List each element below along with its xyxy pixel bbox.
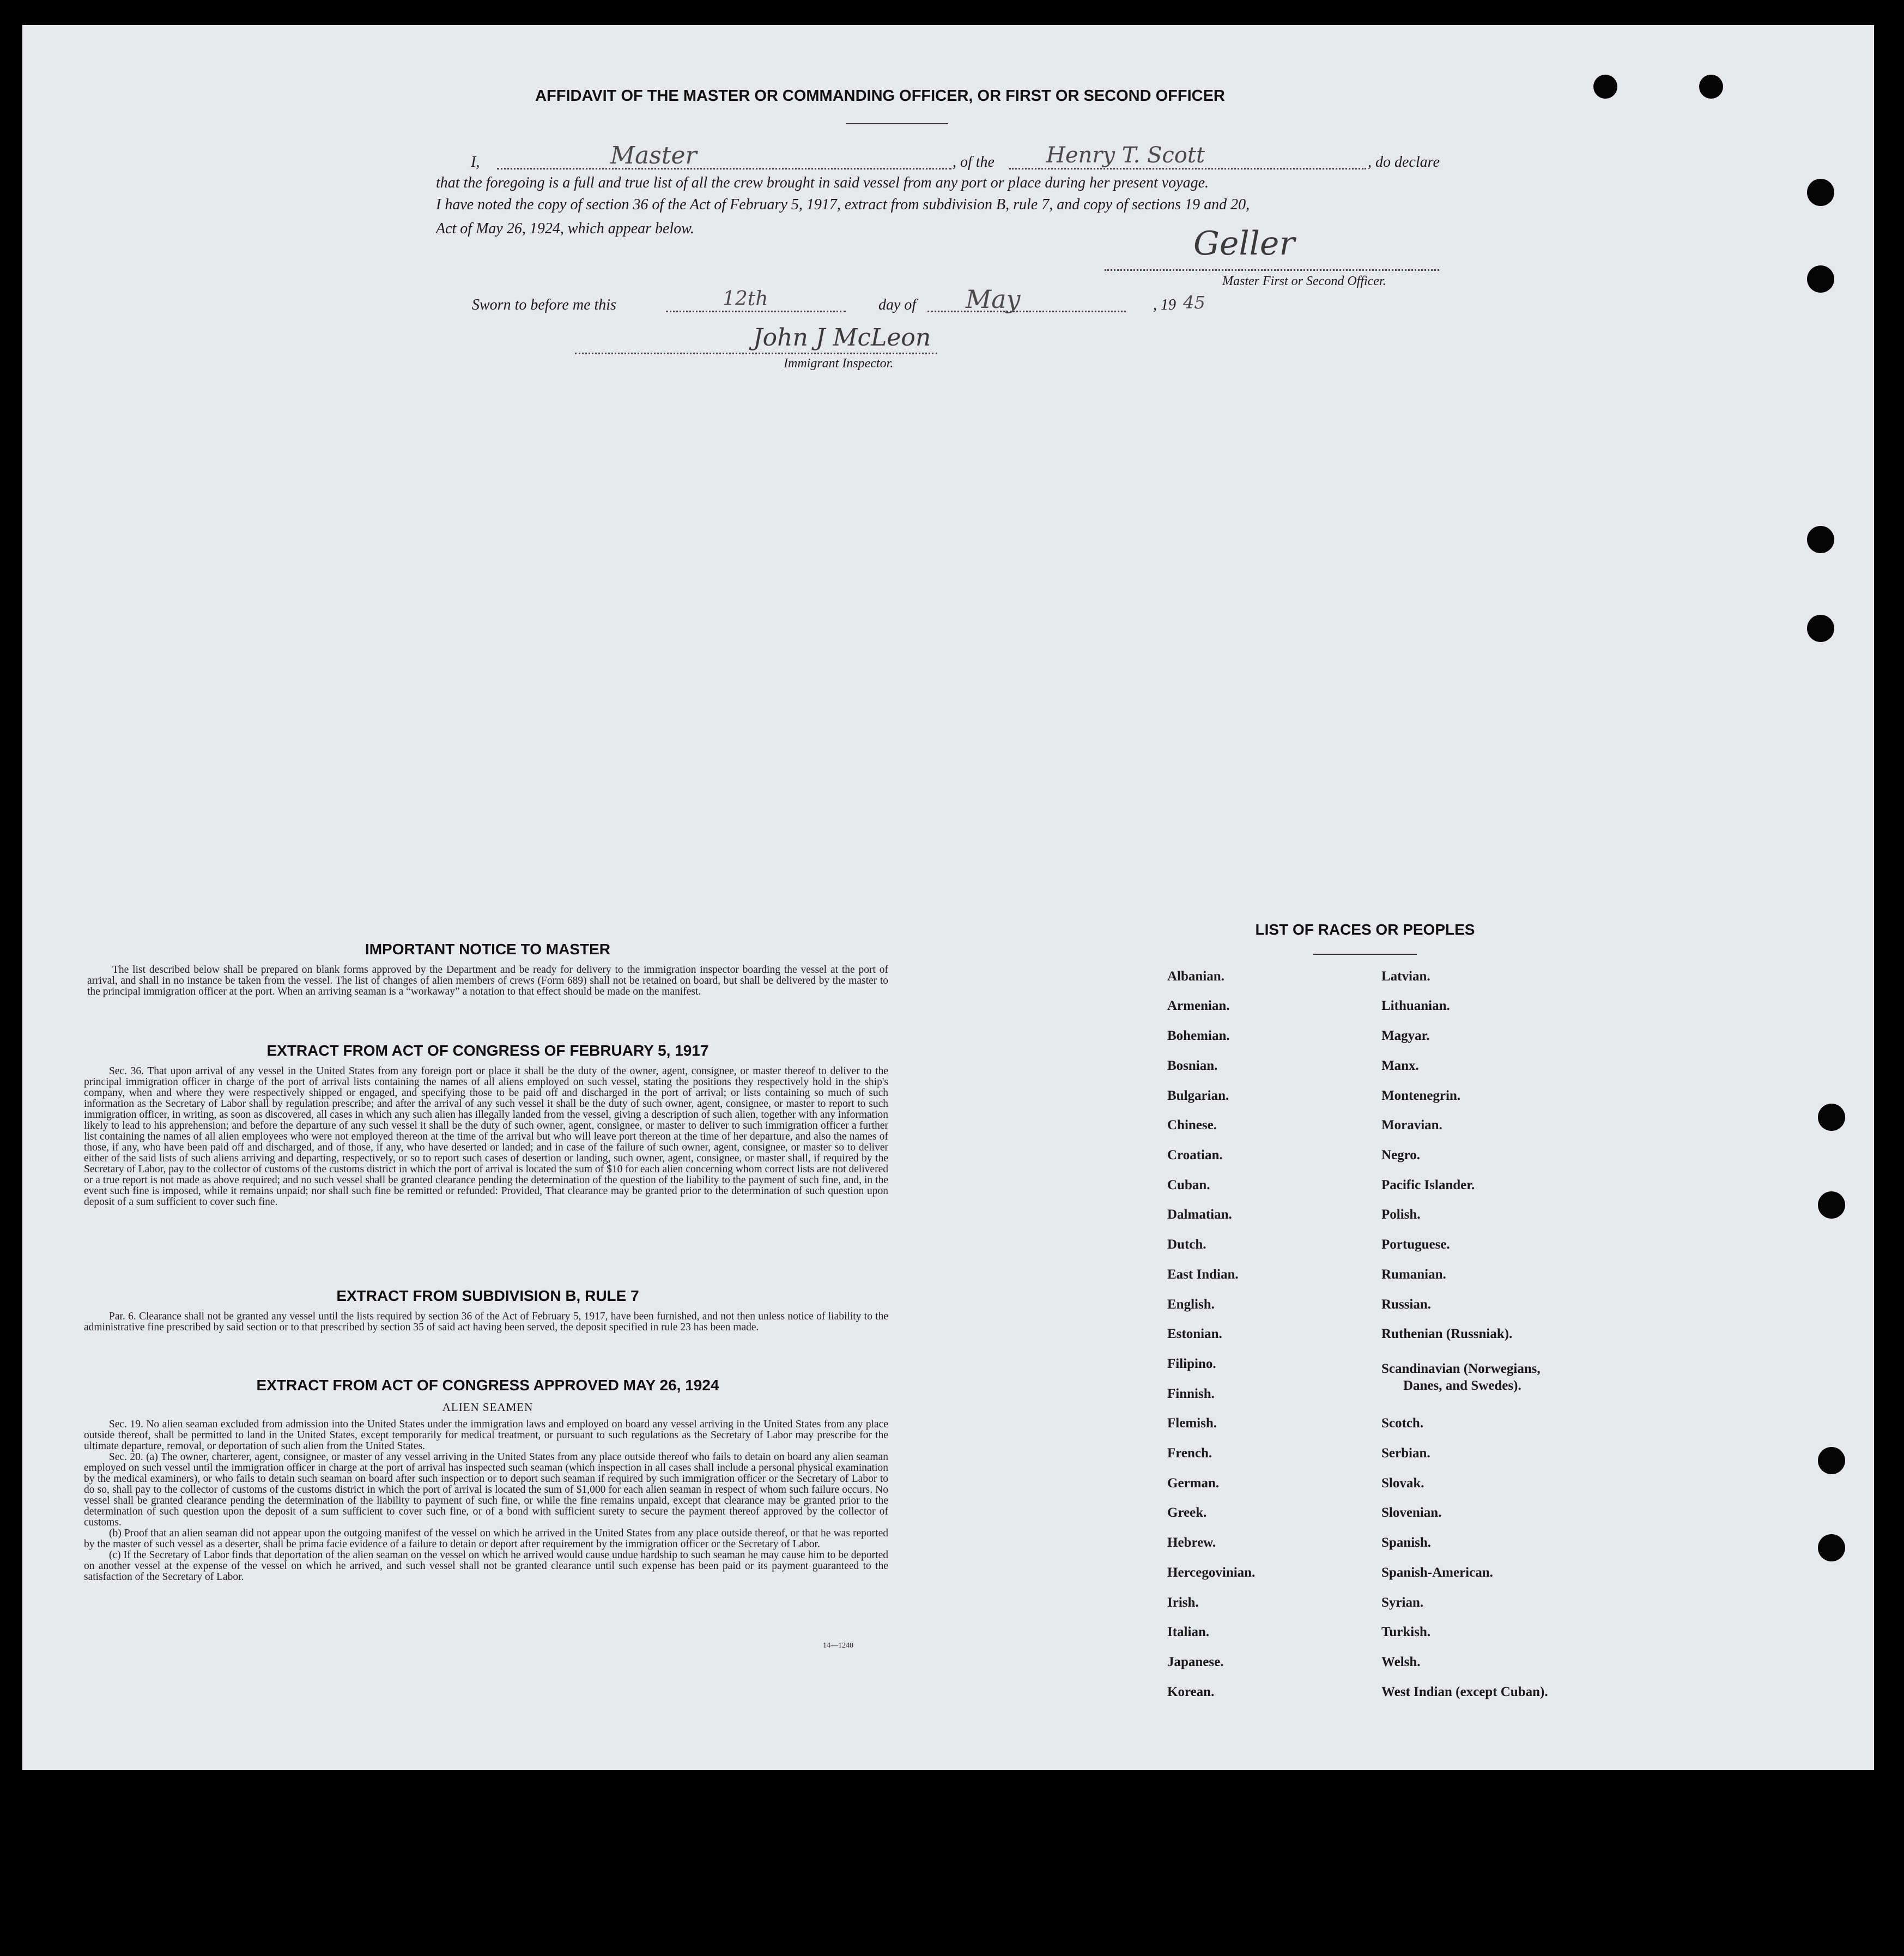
form-number: 14—1240 [823, 1642, 853, 1650]
notice-title: IMPORTANT NOTICE TO MASTER [365, 941, 611, 958]
race-item: Scandinavian (Norwegians, [1381, 1361, 1541, 1376]
affidavit-line3: I have noted the copy of section 36 of the Act of February 5, 1917, extract from subdivision B, rule 7, and copy of sections 19 and 20, [436, 196, 1250, 213]
vessel-value: Henry T. Scott [1046, 143, 1205, 168]
year-prefix: , 19 [1153, 296, 1176, 313]
of-the-label: , of the [953, 154, 995, 171]
race-item: Finnish. [1167, 1386, 1215, 1401]
punch-hole [1807, 615, 1834, 642]
race-item: Turkish. [1381, 1625, 1431, 1639]
race-item: Croatian. [1167, 1148, 1223, 1162]
race-item: Syrian. [1381, 1595, 1424, 1610]
inspector-signature-line [575, 353, 937, 354]
punch-hole [1807, 526, 1834, 553]
race-item: Slovenian. [1381, 1505, 1442, 1520]
master-signature: Geller [1193, 225, 1295, 263]
race-item: Dutch. [1167, 1237, 1206, 1252]
section-19-paragraph: Sec. 19. No alien seaman excluded from admission into the United States under the immigration laws and employed on board any vessel arriving in the United States from any place outside thereof, shall be permitted to land in the United States, except temporarily for medical treatment, or pursuant to such regulations as the Secretary of Labor may prescribe for the ultimate departure, removal, or deportation of such alien from the United States. [84, 1419, 888, 1452]
section-20b-paragraph: (b) Proof that an alien seaman did not appear upon the outgoing manifest of the vessel on which he arrived in the United States from any place outside thereof, or that he was reported by the master of such vessel as a deserter, shall be prima facie evidence of a failure to detain or deport after requirement by the immigration officer or the Secretary of Labor. [84, 1528, 888, 1550]
par-6-paragraph: Par. 6. Clearance shall not be granted any vessel until the lists required by section 36 of the Act of February 5, 1917, have been furnished, and not then unless notice of liability to the administrative fine prescribed by said section or to that prescribed by section 35 of said act having been served, the deposit specified in rule 23 has been made. [84, 1311, 888, 1333]
master-signature-caption: Master First or Second Officer. [1222, 274, 1386, 288]
day-of-label: day of [878, 296, 917, 313]
extract-1924-title: EXTRACT FROM ACT OF CONGRESS APPROVED MAY 26, 1924 [256, 1377, 719, 1394]
races-title: LIST OF RACES OR PEOPLES [1255, 921, 1475, 938]
race-item: Danes, and Swedes). [1403, 1378, 1521, 1393]
race-item: Hercegovinian. [1167, 1565, 1256, 1580]
race-item: Rumanian. [1381, 1267, 1446, 1282]
race-item: Portuguese. [1381, 1237, 1450, 1252]
punch-hole [1818, 1104, 1845, 1131]
race-item: Chinese. [1167, 1118, 1217, 1133]
race-item: West Indian (except Cuban). [1381, 1685, 1548, 1699]
section-20c-paragraph: (c) If the Secretary of Labor finds that deportation of the alien seaman on the vessel on which he arrived would cause undue hardship to such seaman he may cause him to be deported on another vessel at the expense of the vessel on which he arrived, and such vessel shall not be granted clearance until such expense has been paid or its payment guaranteed to the satisfaction of the Secretary of Labor. [84, 1549, 888, 1583]
race-item: Japanese. [1167, 1655, 1224, 1669]
race-item: Greek. [1167, 1505, 1207, 1520]
inspector-signature: John J McLeon [753, 324, 931, 352]
race-item: Irish. [1167, 1595, 1199, 1610]
race-item: Scotch. [1381, 1416, 1424, 1431]
punch-hole [1593, 75, 1617, 99]
section-20a-paragraph: Sec. 20. (a) The owner, charterer, agent, consignee, or master of any vessel arriving in the United States from any place outside thereof who fails to detain on board any alien seaman employed on such vessel until the immigration officer in charge at the port of arrival has inspected such seaman (which inspection in all cases shall include a personal physical examination by the medical examiners), or who fails to detain such seaman on board after such inspection or to deport such seaman if required by such immigration officer or the Secretary of Labor to do so, shall pay to the collector of customs of the customs district in which the port of arrival is located the sum of $1,000 for each alien seaman in respect of whom such failure occurs. No vessel shall be granted clearance pending the determination of the liability to payment of such fine, or while the fine remains unpaid, except that clearance may be granted prior to the determination of such question upon the deposit of a sum sufficient to cover such fine, or of a bond with sufficient surety to secure the payment thereof approved by the collector of customs. [84, 1451, 888, 1528]
race-item: Cuban. [1167, 1178, 1210, 1192]
race-item: Russian. [1381, 1297, 1432, 1312]
race-item: Italian. [1167, 1625, 1210, 1639]
race-item: French. [1167, 1446, 1212, 1461]
notice-body [87, 965, 888, 997]
race-item: Albanian. [1167, 969, 1224, 984]
race-item: English. [1167, 1297, 1215, 1312]
race-item: Slovak. [1381, 1476, 1424, 1491]
rule-7-title: EXTRACT FROM SUBDIVISION B, RULE 7 [336, 1287, 639, 1304]
sworn-line [472, 284, 1235, 322]
affidavit-line4: Act of May 26, 1924, which appear below. [436, 220, 694, 237]
race-item: Magyar. [1381, 1028, 1430, 1043]
race-item: Polish. [1381, 1207, 1421, 1222]
race-item: Armenian. [1167, 998, 1230, 1013]
day-value: 12th [723, 288, 768, 310]
race-item: Bohemian. [1167, 1028, 1230, 1043]
race-item: Estonian. [1167, 1327, 1222, 1341]
month-field-line [927, 311, 1126, 312]
race-item: Bulgarian. [1167, 1088, 1229, 1103]
extract-1917-body [84, 1066, 888, 1208]
extract-1924-body [84, 1419, 888, 1583]
race-item: Flemish. [1167, 1416, 1217, 1431]
affidavit-title: AFFIDAVIT OF THE MASTER OR COMMANDING OFFICER, OR FIRST OR SECOND OFFICER [535, 87, 1225, 105]
punch-hole [1807, 265, 1834, 293]
race-item: Dalmatian. [1167, 1207, 1232, 1222]
vessel-field-line [1009, 168, 1366, 169]
race-item: Manx. [1381, 1058, 1419, 1073]
race-item: Latvian. [1381, 969, 1430, 984]
inspector-caption: Immigrant Inspector. [784, 356, 894, 371]
affidavit-line2: that the foregoing is a full and true list of all the crew brought in said vessel from any port or place during her present voyage. [436, 174, 1209, 191]
race-item: Montenegrin. [1381, 1088, 1461, 1103]
punch-hole [1818, 1534, 1845, 1561]
punch-hole [1699, 75, 1723, 99]
races-title-underline [1313, 954, 1417, 955]
race-item: Pacific Islander. [1381, 1178, 1475, 1192]
rule-7-body [84, 1311, 888, 1333]
race-item: Korean. [1167, 1685, 1215, 1699]
title-underline [846, 123, 948, 124]
race-item: Moravian. [1381, 1118, 1442, 1133]
punch-hole [1807, 179, 1834, 206]
extract-1917-title: EXTRACT FROM ACT OF CONGRESS OF FEBRUARY 5, 1917 [266, 1042, 709, 1059]
master-signature-line [1105, 269, 1439, 271]
year-value: 45 [1183, 292, 1205, 313]
race-item: Filipino. [1167, 1357, 1216, 1371]
punch-hole [1818, 1191, 1845, 1219]
race-item: Spanish. [1381, 1535, 1432, 1550]
race-item: Spanish-American. [1381, 1565, 1493, 1580]
race-item: Ruthenian (Russniak). [1381, 1327, 1513, 1341]
declarant-prefix: I, [471, 154, 480, 171]
race-item: Bosnian. [1167, 1058, 1218, 1073]
race-item: Negro. [1381, 1148, 1421, 1162]
race-item: Lithuanian. [1381, 998, 1450, 1013]
race-item: East Indian. [1167, 1267, 1239, 1282]
alien-seamen-subtitle: ALIEN SEAMEN [442, 1401, 533, 1414]
race-item: Serbian. [1381, 1446, 1430, 1461]
section-36-paragraph: Sec. 36. That upon arrival of any vessel in the United States from any foreign port or place it shall be the duty of the owner, agent, consignee, or master thereof to deliver to the principal immigration officer in charge of the port of arrival lists containing the names of all aliens employed on such vessel, stating the positions they respectively hold in the ship's company, when and where they were respectively shipped or engaged, and specifying those to be paid off and discharged in the port of arrival; or lists containing so much of such information as the Secretary of Labor shall by regulation prescribe; and after the arrival of any such vessel it shall be the duty of such owner, agent, consignee, or master to report to such immigration officer, in writing, as soon as discovered, all cases in which any such alien has illegally landed from the vessel, giving a description of such alien, together with any information likely to lead to his apprehension; and before the departure of any such vessel it shall be the duty of such owner, agent, consignee, or master to deliver to such immigration officer a further list containing the names of all alien employees who were not employed thereon at the time of the arrival but who will leave port thereon at the time of her departure, and also the names of those, if any, who have been paid off and discharged, and of those, if any, who have deserted or landed; and in case of the failure of such owner, agent, consignee, or master so to deliver either of the said lists of such aliens arriving and departing, respectively, or so to report such cases of desertion or landing, such owner, agent, consignee, or master shall, if required by the Secretary of Labor, pay to the collector of customs of the customs district in which the port of arrival is located the sum of $10 for each alien concerning whom correct lists are not delivered or a true report is not made as above required; and no such vessel shall be granted clearance pending the determination of the question of the liability to the payment of such fine, and, in the event such fine is imposed, while it remains unpaid; nor shall such fine be remitted or refunded: Provided, That clearance may be granted prior to the determination of such question upon deposit of a sum sufficient to cover such fine. [84, 1065, 888, 1208]
notice-paragraph: The list described below shall be prepared on blank forms approved by the Department and be ready for delivery to the immigration inspector boarding the vessel at the port of arrival, and shall in no instance be taken from the vessel. The list of changes of alien members of crews (Form 689) shall not be retained on board, but shall be delivered by the master to the principal immigration officer at the port. When an arriving seaman is a “workaway” a notation to that effect should be made on the manifest. [87, 964, 888, 997]
punch-hole [1818, 1447, 1845, 1474]
do-declare-label: , do declare [1368, 154, 1440, 171]
race-item: German. [1167, 1476, 1220, 1491]
day-field-line [666, 311, 846, 312]
month-value: May [966, 284, 1021, 314]
role-value: Master [610, 142, 697, 169]
role-field-line [497, 168, 951, 169]
sworn-prefix: Sworn to before me this [472, 296, 616, 313]
race-item: Hebrew. [1167, 1535, 1216, 1550]
race-item: Welsh. [1381, 1655, 1421, 1669]
